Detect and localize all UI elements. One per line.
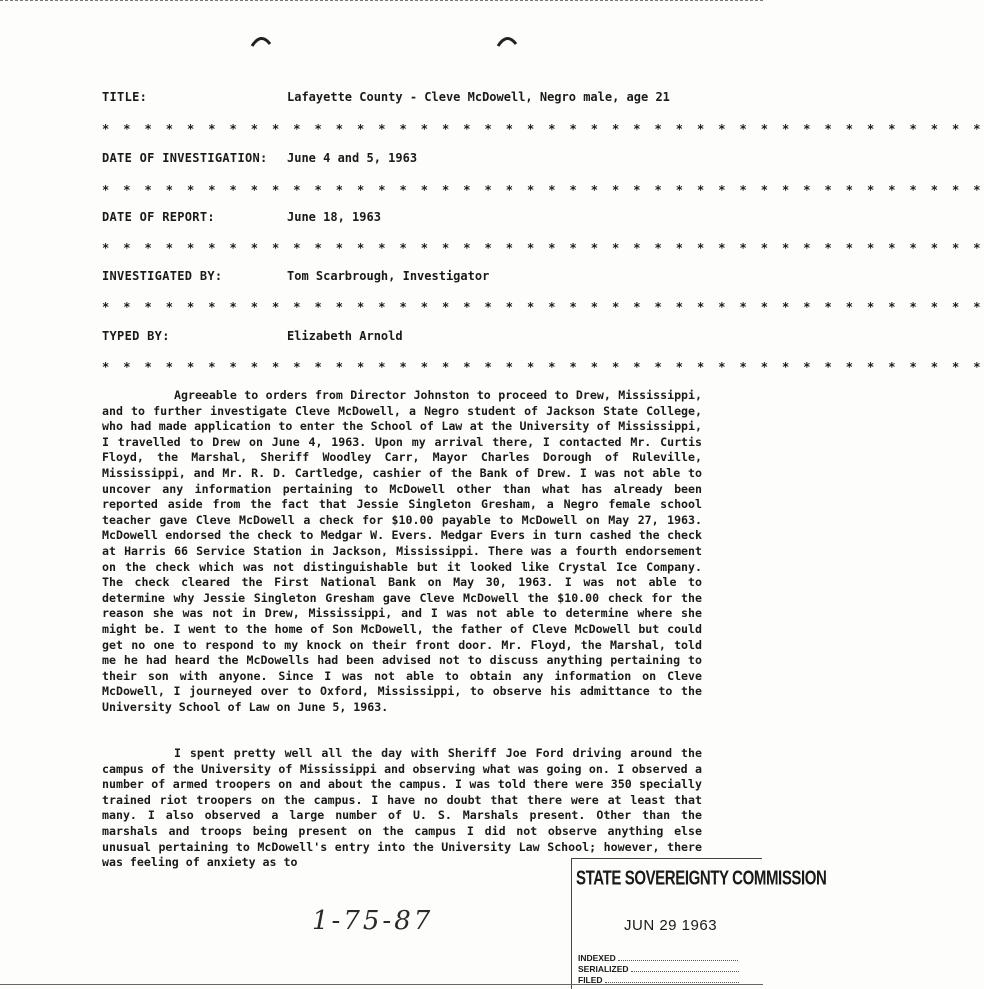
handwritten-file-number: 1-75-87 (312, 906, 434, 936)
separator-5: * * * * * * * * * * * * * * * * * * * * * * * * * * * * * * * * * * * * * * * * * * (102, 360, 984, 374)
date-of-report-label: DATE OF REPORT: (102, 210, 215, 224)
typed-by-value: Elizabeth Arnold (287, 329, 403, 343)
date-of-report-value: June 18, 1963 (287, 210, 381, 224)
investigated-by-value: Tom Scarbrough, Investigator (287, 269, 490, 283)
bottom-edge-line (0, 984, 763, 985)
report-paragraph-2: I spent pretty well all the day with Sheriff Joe Ford driving around the campus of the University of Mississippi and observing what was going on. I observed a number of armed troopers on and about the campus. I was told there were 350 specially trained riot troopers on the campus. I have no doubt that there were at least that many. I also observed a large number of U. S. Marshals present. Other than the marshals and troops being present on the campus I did not observe anything else unusual pertaining to McDowell's entry into the University Law School; however, there was feeling of anxiety as to (102, 746, 702, 870)
investigated-by-label: INVESTIGATED BY: (102, 269, 223, 283)
stamp-title: STATE SOVEREIGNTY COMMISSION (576, 867, 827, 890)
stamp-indexed-label: INDEXED (578, 953, 616, 963)
top-perforation (0, 0, 763, 1)
typed-by-label: TYPED BY: (102, 329, 170, 343)
title-value: Lafayette County - Cleve McDowell, Negro male, age 21 (287, 90, 670, 104)
report-paragraph-1: Agreeable to orders from Director Johnston to proceed to Drew, Mississippi, and to further investigate Cleve McDowell, a Negro student of Jackson State College, who had made application to enter the School of Law at the University of Mississippi, I travelled to Drew on June 4, 1963. Upon my arrival there, I contacted Mr. Curtis Floyd, the Marshal, Sheriff Woodley Carr, Mayor Charles Dorough of Ruleville, Mississippi, and Mr. R. D. Cartledge, cashier of the Bank of Drew. I was not able to uncover any information pertaining to McDowell other than what has already been reported aside from the fact that Jessie Singleton Gresham, a Negro female school teacher gave Cleve McDowell a check for $10.00 payable to McDowell on May 27, 1963. McDowell endorsed the check to Medgar W. Evers. Medgar Evers in turn cashed the check at Harris 66 Service Station in Jackson, Mississippi. There was a fourth endorsement on the check which was not distinguishable but it looked like Crystal Ice Company. The check cleared the First National Bank on May 30, 1963. I was not able to determine why Jessie Singleton Gresham gave Cleve McDowell the $10.00 check for the reason she was not in Drew, Mississippi, and I was not able to determine where she might be. I went to the home of Son McDowell, the father of Cleve McDowell but could get no one to respond to my knock on their front door. Mr. Floyd, the Marshal, told me he had heard the McDowells had been advised not to discuss anything pertaining to their son with anyone. Since I was not able to obtain any information on Cleve McDowell, I journeyed over to Oxford, Mississippi, to observe his admittance to the University School of Law on June 5, 1963. (102, 388, 702, 714)
stamp-filed-label: FILED (578, 975, 603, 985)
separator-2: * * * * * * * * * * * * * * * * * * * * * * * * * * * * * * * * * * * * * * * * * * (102, 183, 984, 197)
received-stamp (571, 858, 827, 989)
title-label: TITLE: (102, 90, 148, 104)
date-of-investigation-value: June 4 and 5, 1963 (287, 151, 418, 165)
separator-1: * * * * * * * * * * * * * * * * * * * * * * * * * * * * * * * * * * * * * * * * * * (102, 122, 984, 136)
stamp-serialized-label: SERIALIZED (578, 964, 629, 974)
stamp-indexed-row (578, 953, 738, 963)
stamp-date: JUN 29 1963 (624, 917, 718, 934)
separator-4: * * * * * * * * * * * * * * * * * * * * * * * * * * * * * * * * * * * * * * * * * * (102, 300, 984, 314)
punch-hole-mark-left (250, 34, 272, 48)
separator-3: * * * * * * * * * * * * * * * * * * * * * * * * * * * * * * * * * * * * * * * * * * (102, 241, 984, 255)
punch-hole-mark-right (496, 34, 518, 48)
stamp-serialized-row (578, 964, 739, 974)
date-of-investigation-label: DATE OF INVESTIGATION: (102, 151, 268, 165)
